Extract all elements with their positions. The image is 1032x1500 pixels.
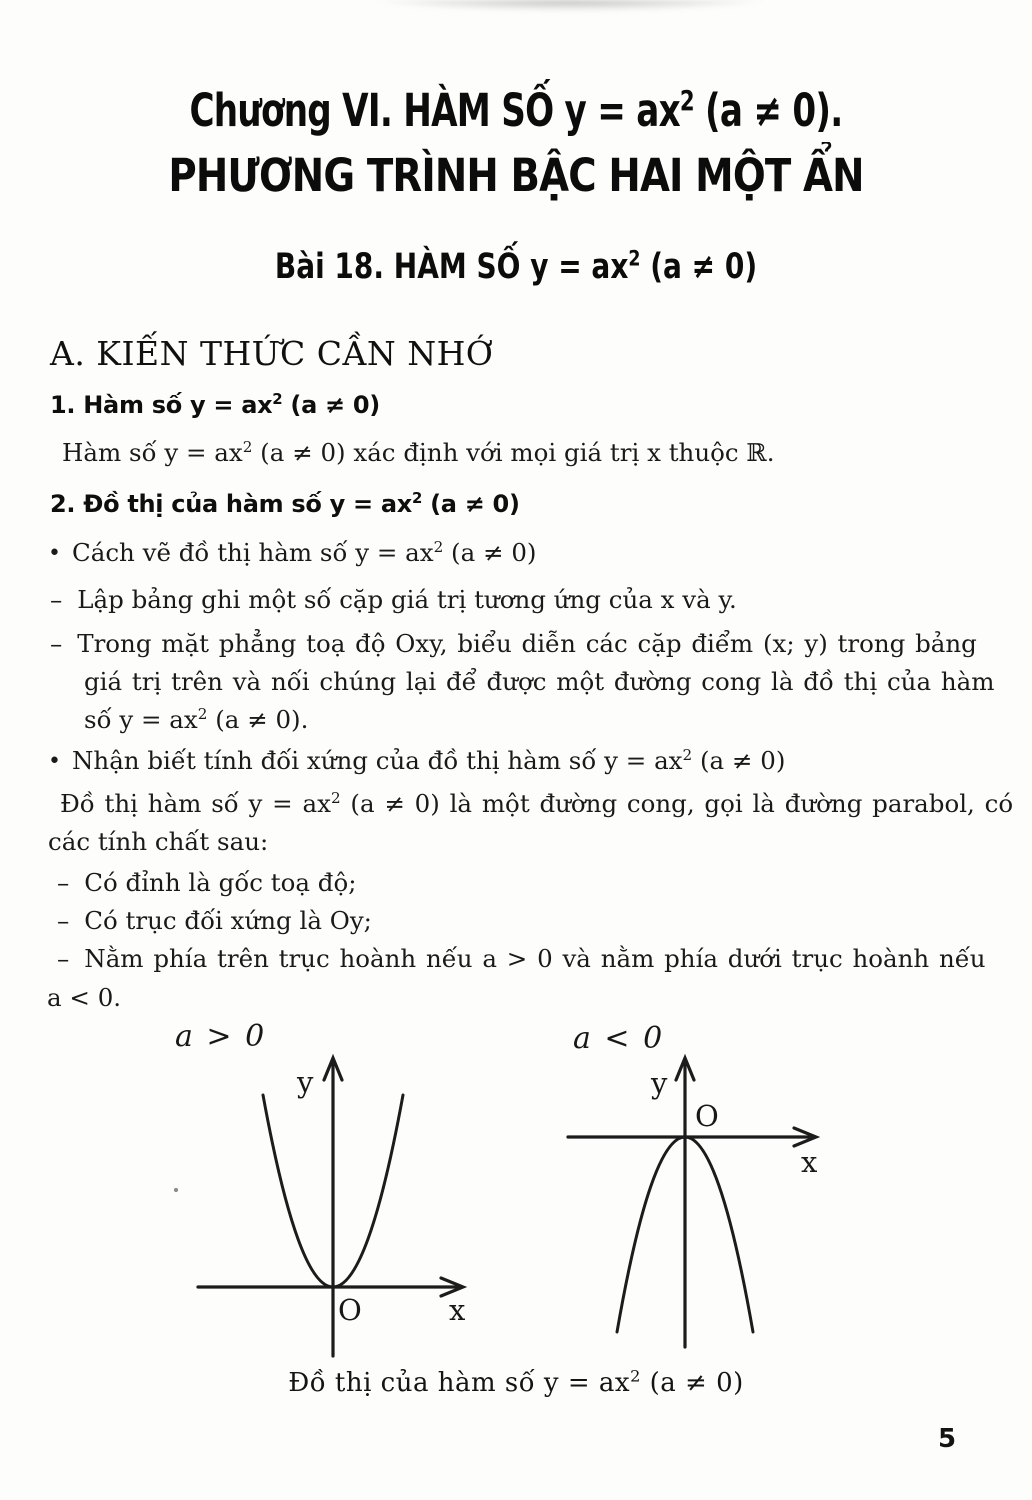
lesson-title-text: Bài 18. HÀM SỐ y = ax xyxy=(274,247,629,287)
para2-line1-tail: (a ≠ 0) là một đường cong, gọi là đường parabol, có xyxy=(340,789,1014,818)
superscript: 2 xyxy=(330,788,341,807)
dash-item-lap-bang xyxy=(50,585,737,614)
superscript: 2 xyxy=(628,246,641,272)
item1-body-tail: (a ≠ 0) xác định với mọi giá trị x thuộc ℝ. xyxy=(252,438,775,467)
superscript: 2 xyxy=(682,745,693,764)
property-phia-line1 xyxy=(57,944,986,973)
bullet2-tail: (a ≠ 0) xyxy=(692,746,786,775)
graph-a-positive xyxy=(175,1019,465,1356)
chapter-title-line1 xyxy=(124,84,908,137)
item1-body-text: Hàm số y = ax xyxy=(62,438,243,467)
page-number: 5 xyxy=(938,1424,957,1454)
item2-heading-text: 2. Đồ thị của hàm số y = ax xyxy=(50,490,412,518)
parabola-figure xyxy=(140,1005,840,1365)
scan-artifact-smudge xyxy=(330,0,810,13)
bullet-item-nhan-biet xyxy=(48,746,785,775)
superscript: 2 xyxy=(242,437,253,456)
dash-glyph: – xyxy=(50,585,63,614)
dash2-line3-text: số y = ax xyxy=(84,705,198,734)
bullet-item-cach-ve xyxy=(48,538,536,567)
prop1-text: Có đỉnh là gốc toạ độ; xyxy=(84,868,357,897)
origin-label: O xyxy=(695,1099,719,1133)
y-axis-label: y xyxy=(297,1065,314,1099)
lesson-title-tail: (a ≠ 0) xyxy=(640,247,758,287)
item1-heading-text: 1. Hàm số y = ax xyxy=(50,391,273,419)
item2-heading xyxy=(50,490,520,518)
property-phia-line2: a < 0. xyxy=(47,983,122,1012)
superscript: 2 xyxy=(197,704,208,723)
prop3-line1-text: Nằm phía trên trục hoành nếu a > 0 và nằm phía dưới trục hoành nếu xyxy=(84,944,986,973)
x-axis-label: x xyxy=(449,1293,466,1327)
chapter-title-text: Chương VI. HÀM SỐ y = ax xyxy=(189,84,680,137)
figure-caption xyxy=(0,1368,1032,1398)
parabol-para-line2: các tính chất sau: xyxy=(48,827,269,856)
item1-heading-tail: (a ≠ 0) xyxy=(282,391,380,419)
graph-left-label: a > 0 xyxy=(175,1019,267,1054)
dash-para-line2: giá trị trên và nối chúng lại để được một đường cong là đồ thị của hàm xyxy=(84,667,995,696)
caption-tail: (a ≠ 0) xyxy=(640,1368,744,1398)
bullet2-text: Nhận biết tính đối xứng của đồ thị hàm số y = ax xyxy=(71,746,683,775)
superscript: 2 xyxy=(630,1366,641,1386)
superscript: 2 xyxy=(679,84,694,117)
item1-heading xyxy=(50,391,380,419)
parabol-para-line1 xyxy=(60,789,1013,818)
superscript: 2 xyxy=(411,489,423,507)
property-truc-doi-xung xyxy=(57,906,372,935)
chapter-title-tail: (a ≠ 0). xyxy=(693,84,843,137)
dash-para-line3 xyxy=(84,705,308,734)
caption-text: Đồ thị của hàm số y = ax xyxy=(288,1368,631,1398)
bullet1-text: Cách vẽ đồ thị hàm số y = ax xyxy=(71,538,434,567)
dash-glyph: – xyxy=(57,906,70,935)
para2-line1-text: Đồ thị hàm số y = ax xyxy=(60,789,331,818)
dash-glyph: – xyxy=(57,944,70,973)
superscript: 2 xyxy=(433,537,444,556)
item1-body xyxy=(62,438,775,467)
dash-glyph: – xyxy=(57,868,70,897)
dash1-text: Lập bảng ghi một số cặp giá trị tương ứng của x và y. xyxy=(77,585,737,614)
bullet-glyph: • xyxy=(48,749,61,774)
bullet1-tail: (a ≠ 0) xyxy=(443,538,537,567)
dash2-line3-tail: (a ≠ 0). xyxy=(207,705,309,734)
item2-heading-tail: (a ≠ 0) xyxy=(422,490,520,518)
x-axis-label: x xyxy=(801,1145,818,1179)
superscript: 2 xyxy=(272,390,283,408)
origin-label: O xyxy=(338,1293,362,1327)
dash-glyph: – xyxy=(50,629,63,658)
graph-a-negative xyxy=(568,1021,817,1347)
graph-right-label: a < 0 xyxy=(573,1021,665,1056)
lesson-title xyxy=(103,247,929,287)
dash2-line1-text: Trong mặt phẳng toạ độ Oxy, biểu diễn các cặp điểm (x; y) trong bảng xyxy=(77,629,977,658)
chapter-title-line2: PHƯƠNG TRÌNH BẬC HAI MỘT ẨN xyxy=(168,149,864,202)
section-a-heading: A. KIẾN THỨC CẦN NHỚ xyxy=(50,334,494,373)
property-dinh xyxy=(57,868,357,897)
y-axis-label: y xyxy=(651,1066,668,1100)
dash-para-line1 xyxy=(50,629,977,658)
prop2-text: Có trục đối xứng là Oy; xyxy=(84,906,372,935)
bullet-glyph: • xyxy=(48,541,61,566)
